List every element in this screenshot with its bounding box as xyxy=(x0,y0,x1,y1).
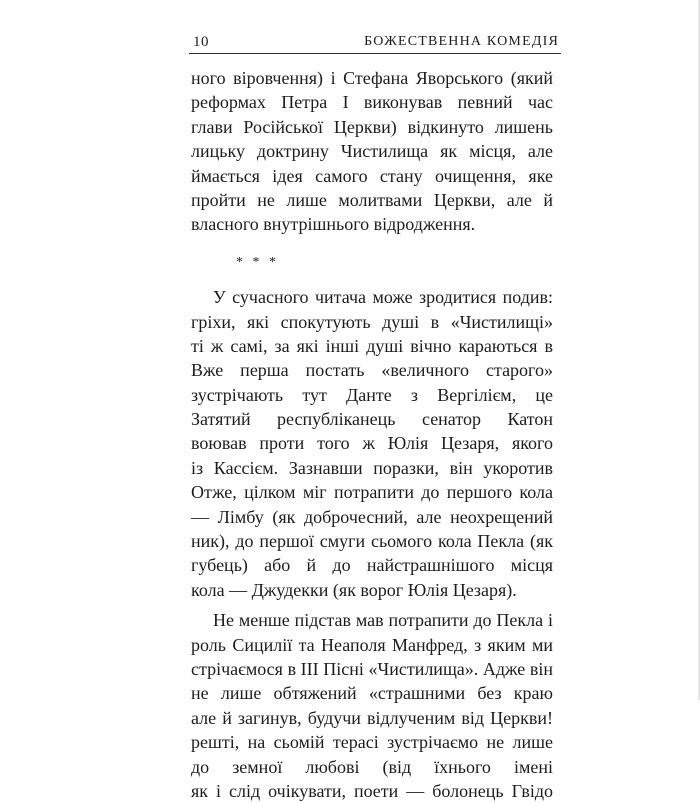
text-line: решті, на сьомій терасі зустрічаємо не лише xyxy=(191,732,553,753)
text-line: лицьку доктрину Чистилища як місця, але xyxy=(191,141,553,162)
text-line: стрічаємося в III Пісні «Чистилища». Адже він xyxy=(191,658,553,679)
running-title: БОЖЕСТВЕННА КОМЕДІЯ xyxy=(364,34,559,49)
text-line: як і слід очікувати, поети — болонець Гвідо xyxy=(191,780,553,801)
text-line: роль Сицилії та Неаполя Манфред, з яким ми xyxy=(191,634,553,655)
text-line: У сучасного читача може зродитися подив: xyxy=(213,287,553,308)
text-line: ймається ідея самого стану очищення, яке xyxy=(191,165,553,186)
text-line: Не менше підстав мав потрапити до Пекла і xyxy=(213,610,553,631)
header-rule xyxy=(189,53,561,54)
text-line: глави Російської Церкви) відкинуто лишень xyxy=(191,116,553,137)
text-line: власного внутрішнього відродження. xyxy=(191,214,476,235)
text-line: Отже, цілком міг потрапити до першого кола xyxy=(191,482,553,503)
body-text xyxy=(191,66,553,803)
text-line: Затятий республіканець сенатор Катон xyxy=(191,409,553,430)
text-line: — Лімбу (як доброчесний, але неохрещений xyxy=(191,506,553,527)
text-line: пройти не лише молитвами Церкви, але й xyxy=(191,189,553,210)
text-line: ник), до першої смуги сьомого кола Пекла (як xyxy=(191,531,553,552)
text-line: але й загинув, будучи відлученим від Церкви! xyxy=(191,707,553,728)
text-line: гріхи, які спокутують душі в «Чистилищі» xyxy=(191,311,553,332)
section-separator: * * * xyxy=(236,254,279,270)
text-line: кола — Джудекки (як ворог Юлія Цезаря). xyxy=(191,579,517,600)
text-line: губець) або й до найстрашнішого місця xyxy=(191,555,553,576)
text-line: Вже перша постать «величного старого» xyxy=(191,360,553,381)
paragraph-1 xyxy=(191,66,553,237)
text-line: воював проти того ж Юлія Цезаря, якого xyxy=(191,433,553,454)
text-line: зустрічають тут Данте з Вергілієм, це xyxy=(191,384,553,405)
text-line: ного віровчення) і Стефана Яворського (який xyxy=(191,68,553,88)
text-line: до земної любові (від їхнього імені xyxy=(191,756,553,777)
text-line: не лише обтяжений «страшними без краю xyxy=(191,683,553,704)
page-number: 10 xyxy=(193,34,209,50)
paragraph-2 xyxy=(191,285,553,602)
text-line: реформах Петра І виконував певний час xyxy=(191,92,553,113)
paragraph-3 xyxy=(191,608,553,803)
running-header xyxy=(189,28,561,54)
text-line: із Кассієм. Зазнавши поразки, він укоротив xyxy=(191,457,553,478)
text-line: ті ж самі, за які інші душі вічно караються в xyxy=(191,335,553,356)
